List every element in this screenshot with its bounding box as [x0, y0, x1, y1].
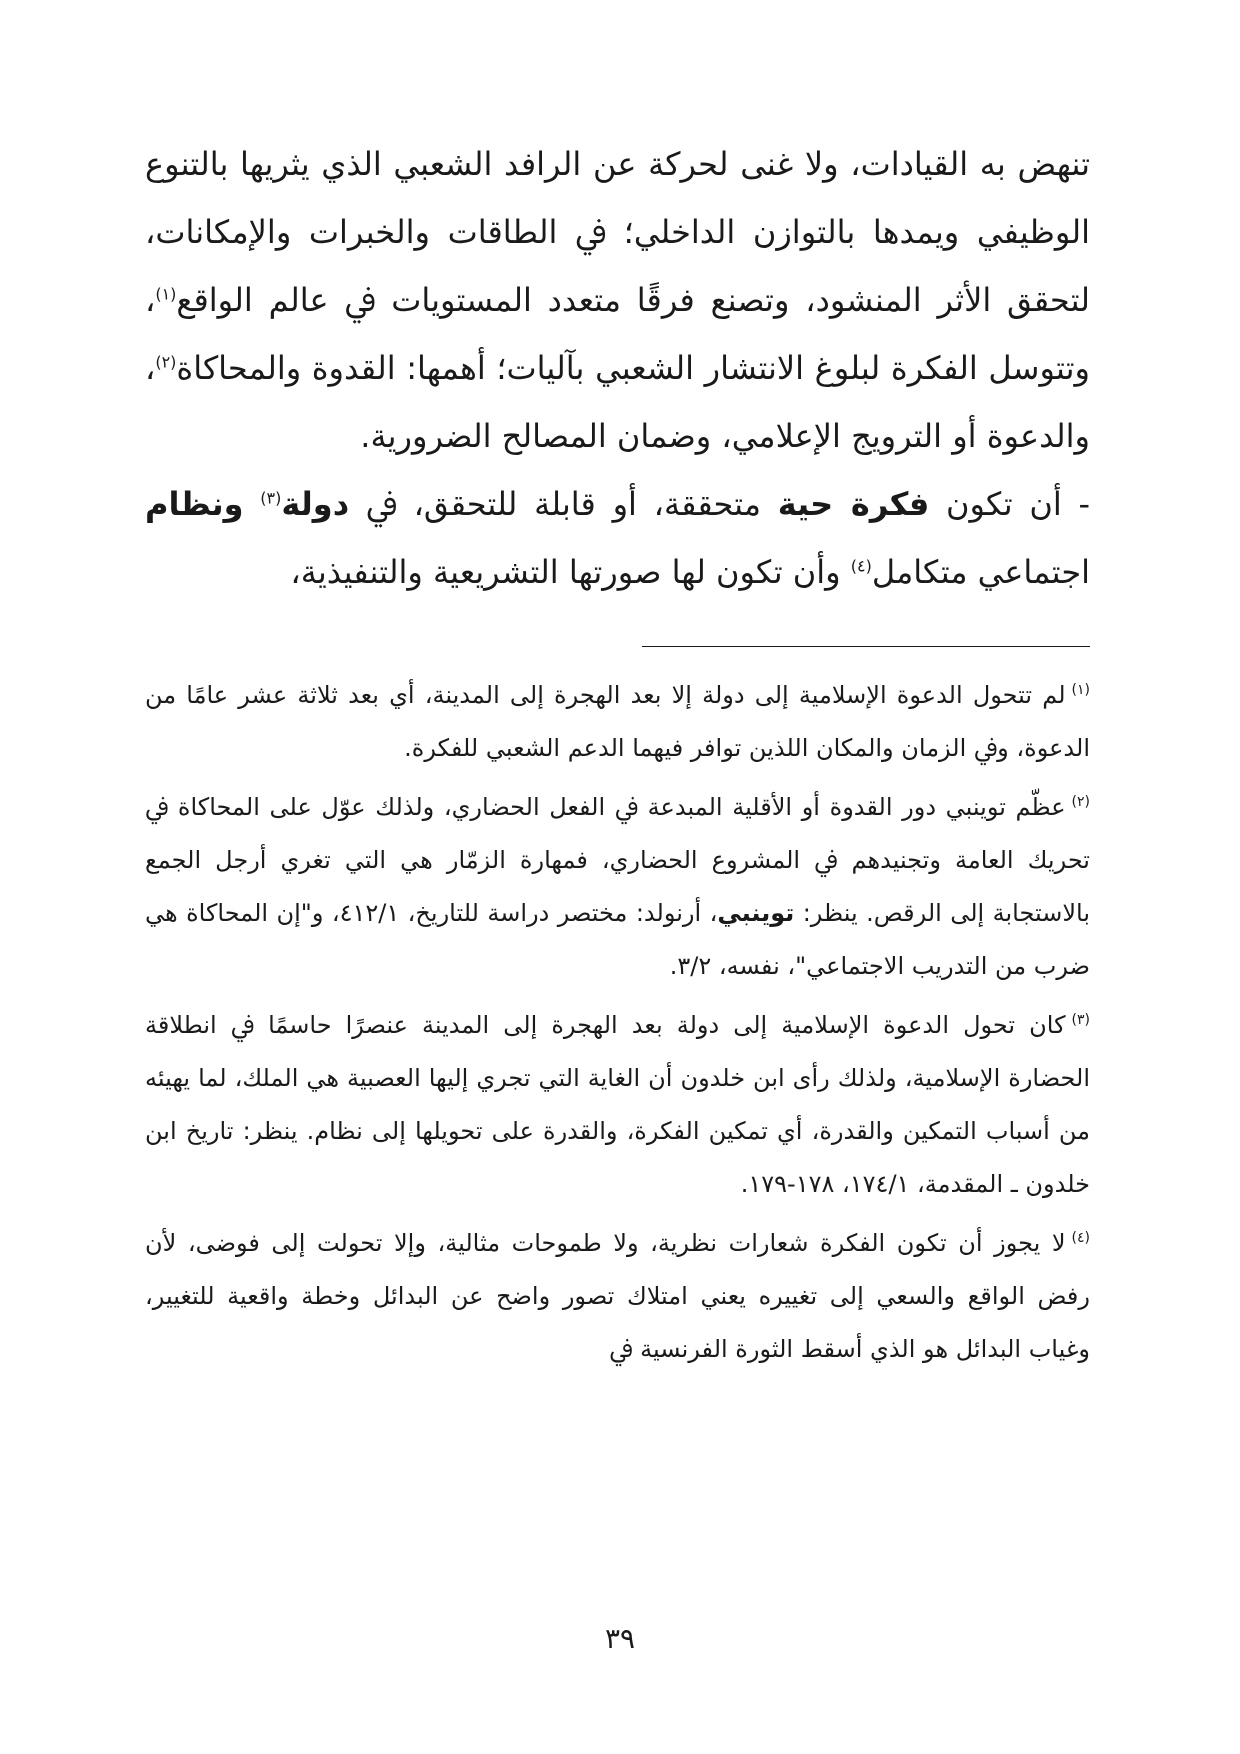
- page-content: [145, 130, 1090, 1382]
- main-text-segment: ، والدعوة أو الترويج الإعلامي، وضمان المصالح الضرورية.: [145, 349, 1090, 455]
- main-text-segment: [244, 485, 261, 523]
- footnote-text: عظّم توينبي دور القدوة أو الأقلية المبدعة ﰲ الفعل الحضاري، ولذلك عوّل على المحاكاة ﰲ تحريك العامة وتجنيدهم ﰲ المشروع الحضاري، فمهارة الزمّار هي التي تغري أرجل الجمع بالاستجابة إلى الرقص. ينظر:: [145, 793, 1091, 927]
- main-text: [145, 130, 1090, 606]
- footnote-number: (١): [1071, 682, 1090, 698]
- bold-author: توينبي: [717, 899, 795, 927]
- bullet-item: [145, 470, 1090, 606]
- footnote-separator: [642, 646, 1090, 647]
- footnote-ref-1[interactable]: (١): [155, 284, 177, 304]
- bullet-dash: -: [1061, 485, 1091, 523]
- main-text-segment: تنهض به القيادات، ولا غنى لحركة عن الرافد الشعبي الذي يثريها بالتنوع الوظيفي ويمدها بالتوازن الداخلي؛ ﰲ الطاقات والخبرات والإمكانات، لتحقق الأثر المنشود، وتصنع فرقًا متعدد المستويات ﰲ عالم الواقع: [145, 145, 1090, 319]
- footnote-text: كان تحول الدعوة الإسلامية إلى دولة بعد الهجرة إلى المدينة عنصرًا حاسمًا ﰲ انطلاقة الحضارة الإسلامية، ولذلك رأى ابن خلدون أن الغاية التي تجري إليها العصبية هي الملك، لما يهيئه من أسباب التمكين والقدرة، أي تمكين الفكرة، والقدرة على تحويلها إلى نظام. ينظر: تاريخ ابن خلدون ـ المقدمة، ١٧٤/١، ١٧٨-١٧٩.: [145, 1011, 1090, 1198]
- bold-term: ونظام: [145, 485, 244, 523]
- main-paragraph: [145, 130, 1090, 470]
- main-text-segment: أن تكون: [929, 485, 1062, 523]
- page-number: ٣٩: [604, 1622, 636, 1655]
- bold-term: دولة: [281, 485, 350, 523]
- footnote-1: [145, 669, 1090, 775]
- main-text-segment: وأن تكون لها صورتها التشريعية والتنفيذية،: [290, 553, 851, 591]
- footnote-number: (٢): [1071, 794, 1090, 810]
- footnote-number: (٣): [1071, 1012, 1090, 1028]
- footnote-text: ، أرنولد: مختصر دراسة للتاريخ، ٤١٢/١، و"إن المحاكاة هي ضرب من التدريب الاجتماعي"، نفسه، ٣/٢.: [145, 899, 1090, 980]
- footnote-2: [145, 781, 1090, 993]
- main-text-segment: متحققة، أو قابلة للتحقق، ﰲ: [349, 485, 778, 523]
- footnote-ref-3[interactable]: (٣): [260, 488, 282, 508]
- footnotes: [145, 669, 1090, 1376]
- bold-term: فكرة حية: [777, 485, 930, 523]
- footnote-3: [145, 999, 1090, 1211]
- footnote-4: [145, 1217, 1090, 1376]
- footnote-ref-4[interactable]: (٤): [850, 556, 872, 576]
- footnote-text: لا يجوز أن تكون الفكرة شعارات نظرية، ولا طموحات مثالية، وإلا تحولت إلى فوضى، لأن رفض الواقع والسعي إلى تغييره يعني امتلاك تصور واضح عن البدائل وخطة واقعية للتغيير، وغياب البدائل هو الذي أسقط الثورة الفرنسية ﰲ: [145, 1229, 1090, 1363]
- footnote-number: (٤): [1071, 1230, 1090, 1246]
- footnote-text: لم تتحول الدعوة الإسلامية إلى دولة إلا بعد الهجرة إلى المدينة، أي بعد ثلاثة عشر عامًا من الدعوة، وﰲ الزمان والمكان اللذين توافر فيهما الدعم الشعبي للفكرة.: [145, 681, 1090, 762]
- main-text-segment: ، وتتوسل الفكرة لبلوغ الانتشار الشعبي بآليات؛ أهمها: القدوة والمحاكاة: [145, 281, 1090, 387]
- footnote-ref-2[interactable]: (٢): [155, 352, 177, 372]
- main-text-segment: اجتماعي متكامل: [871, 553, 1090, 591]
